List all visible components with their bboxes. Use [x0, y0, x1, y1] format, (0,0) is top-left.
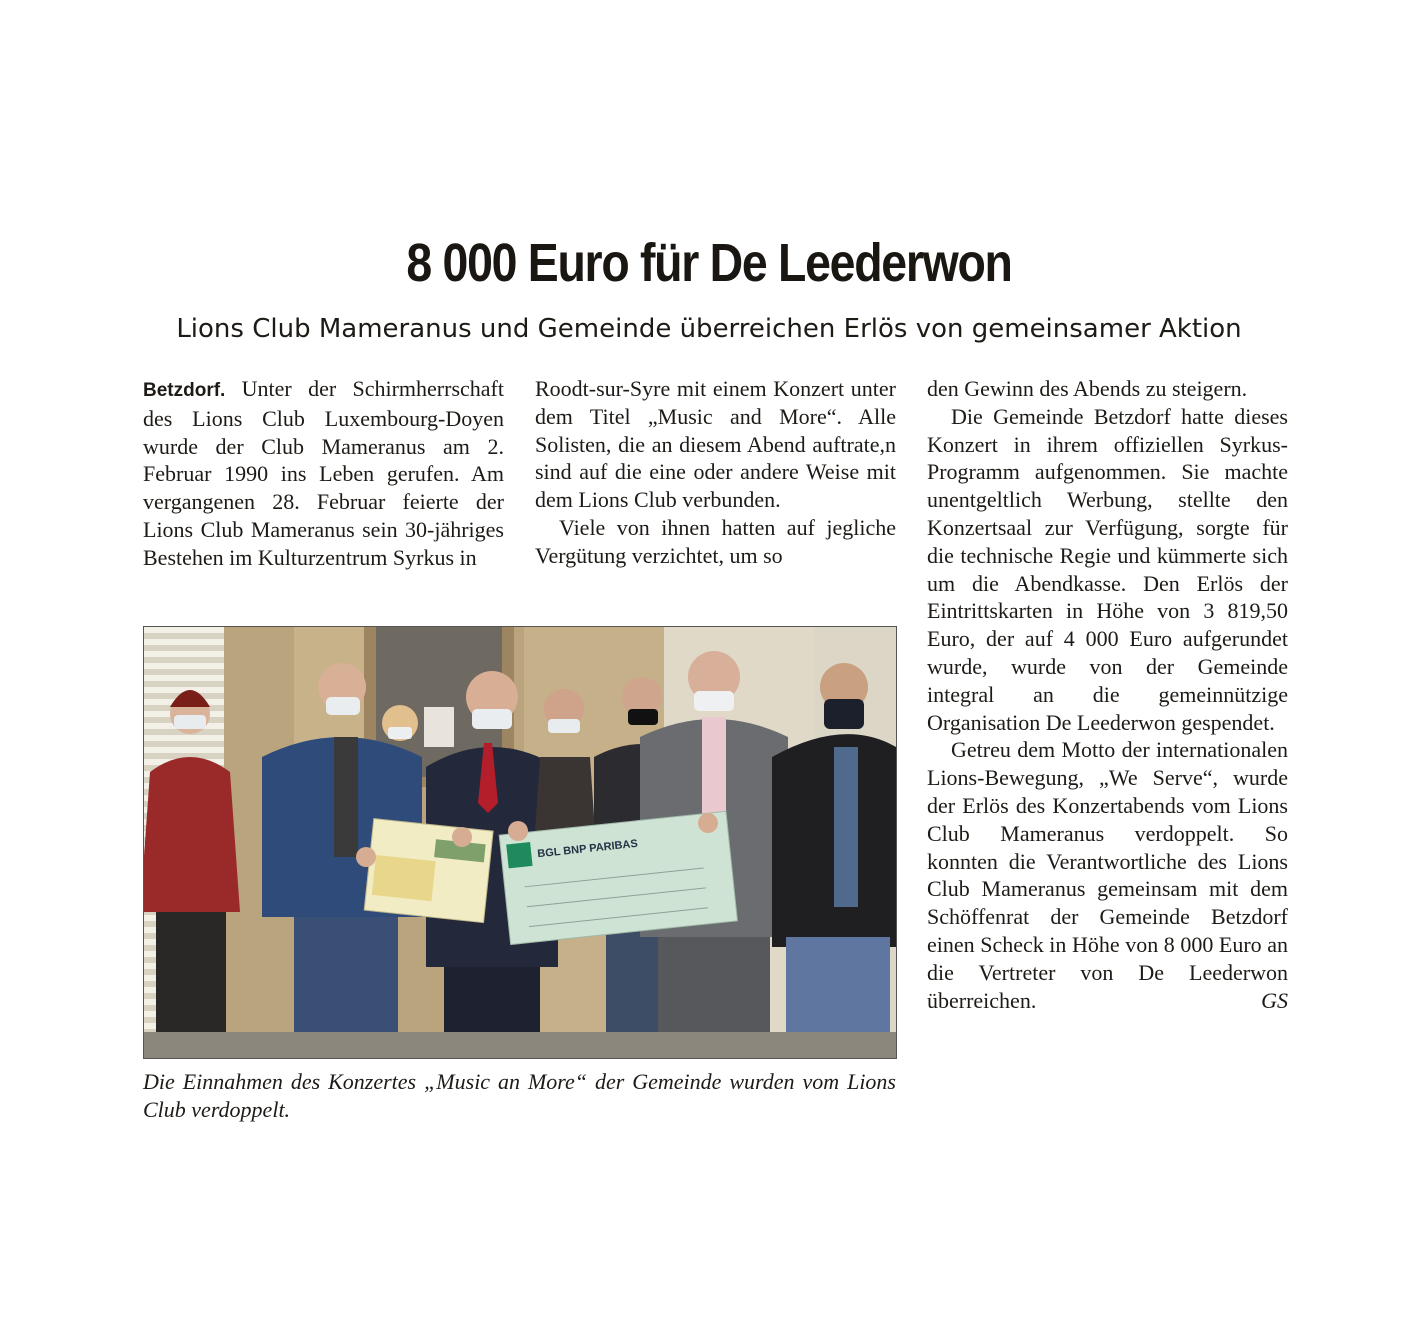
article-photo [143, 626, 897, 1059]
author-initials: GS [1261, 987, 1288, 1013]
paragraph: Roodt-sur-Syre mit einem Konzert unter dem Titel „Music and More“. Alle Solisten, die an diesem Abend auftrate,n sind auf die eine oder andere Weise mit dem Lions Club verbunden. [535, 376, 896, 513]
photo-illustration [144, 627, 896, 1058]
paragraph: Die Gemeinde Betzdorf hatte dieses Konzert in ihrem offiziellen Syrkus-Programm aufgenommen. Sie machte unentgeltlich Werbung, stellte den Konzertsaal zur Verfügung, sorgte für die technische Regie und kümmerte sich um die Abendkasse. Den Erlös der Eintrittskarten in Höhe von 3 819,50 Euro, der auf 4 000 Euro aufgerundet wurde, wurde von der Gemeinde integral an die gemeinnützige Organisation De Leederwon gespendet. [927, 403, 1288, 735]
paragraph-text: Getreu dem Motto der internationalen Lions-Bewegung, „We Serve“, wurde der Erlös des Konzertabends vom Lions Club Mameranus verdoppelt. So konnten die Verantwortliche des Lions Club Mameranus gemeinsam mit dem Schöffenrat der Gemeinde Betzdorf einen Scheck in Höhe von 8 000 Euro an die Vertreter von De Leederwon überreichen. [927, 737, 1288, 1013]
paragraph-text: Unter der Schirmherrschaft des Lions Club Luxembourg-Doyen wurde der Club Mameranus am 2. Februar 1990 ins Leben gerufen. Am vergangenen 28. Februar feierte der Lions Club Mameranus sein 30-jähriges Bestehen im Kulturzentrum Syrkus in [143, 376, 504, 570]
paragraph: den Gewinn des Abends zu steigern. [927, 376, 1248, 401]
article-column-2 [535, 375, 896, 570]
photo-caption: Die Einnahmen des Konzertes „Music an More“ der Gemeinde wurden vom Lions Club verdoppelt. [143, 1069, 896, 1122]
headline: 8 000 Euro für De Leederwon [406, 233, 1012, 293]
article-column-3 [927, 375, 1288, 1014]
paragraph [143, 375, 504, 572]
article-column-1 [143, 375, 504, 572]
subheadline: Lions Club Mameranus und Gemeinde überreichen Erlös von gemeinsamer Aktion [176, 314, 1242, 344]
paragraph: Viele von ihnen hatten auf jegliche Vergütung verzichtet, um so [535, 514, 896, 568]
paragraph [927, 736, 1288, 1014]
cheque-bank-name: BGL BNP PARIBAS [536, 837, 639, 861]
dateline: Betzdorf. [143, 380, 226, 401]
